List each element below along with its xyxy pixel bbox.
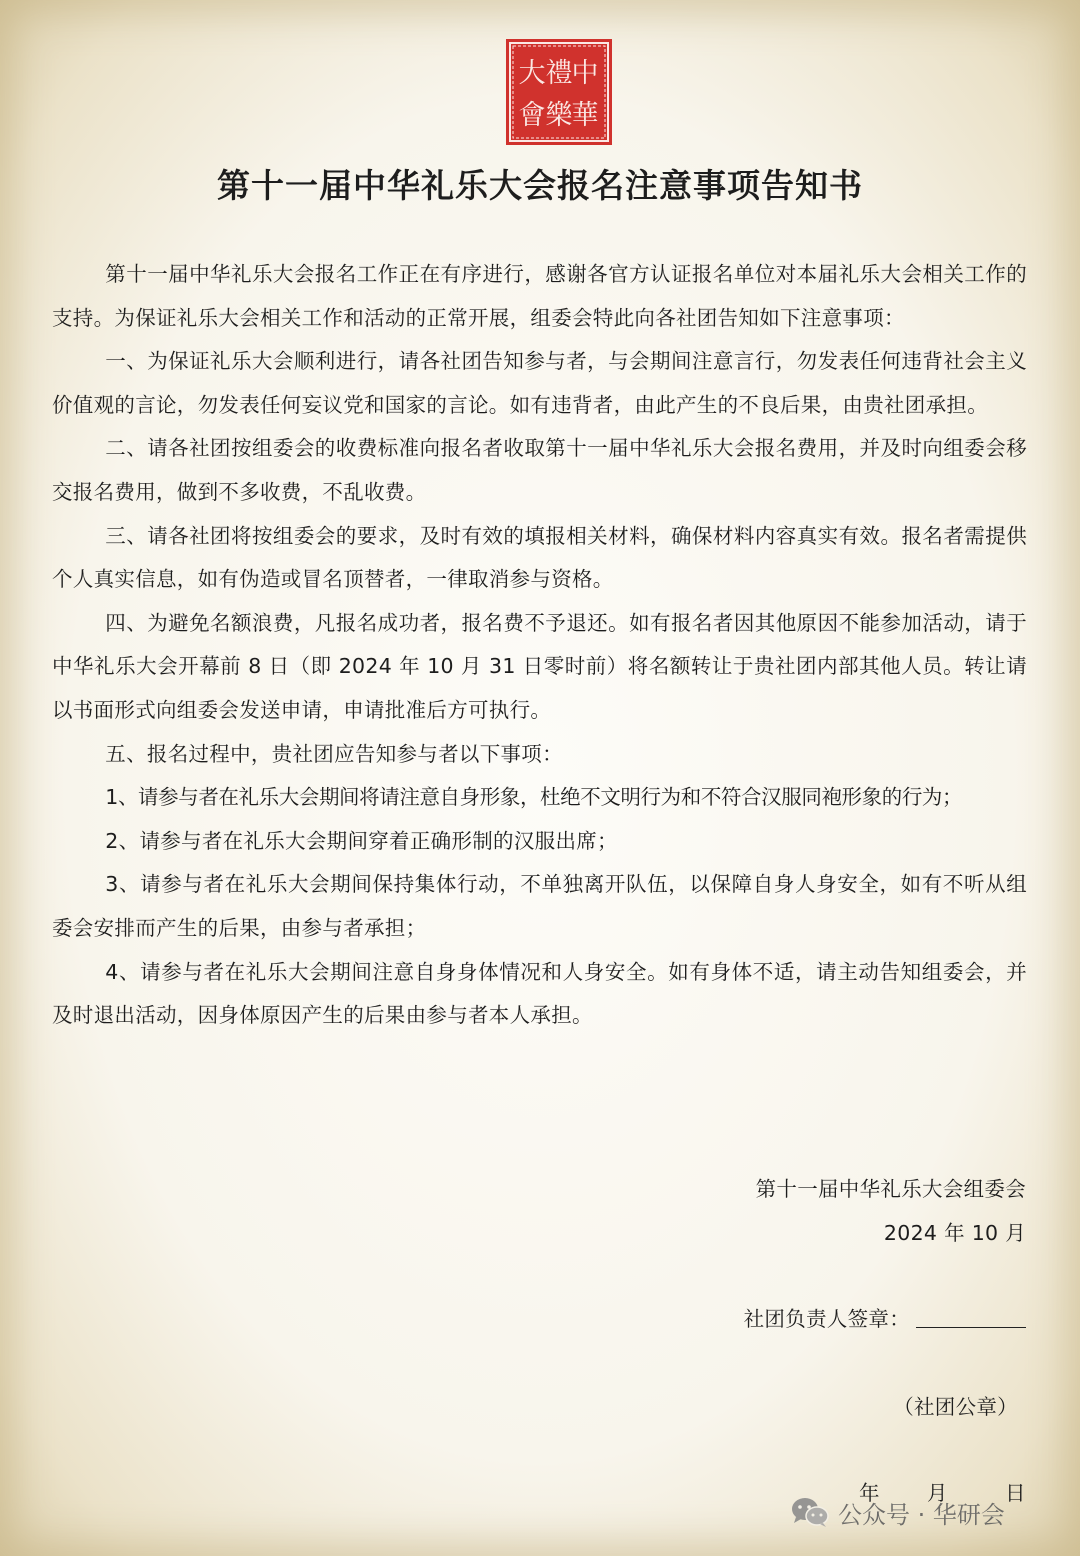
issue-date: 2024 年 10 月 xyxy=(883,1221,1026,1245)
seal-char-4: 樂 xyxy=(545,100,573,131)
paragraph-item-5: 五、报名过程中，贵社团应告知参与者以下事项： xyxy=(105,741,563,766)
year-label: 年 xyxy=(859,1481,880,1505)
paragraph-item-4: 四、为避免名额浪费，凡报名成功者，报名费不予退还。如有报名者因其他原因不能参加活动，请于中华礼乐大会开幕前 8 日（即 2024 年 10 月 31 日零时前）将名额转让于贵社团内部其他人员。转让请以书面形式向组委会发送申请，申请批准后方可执行。 xyxy=(52,610,1027,722)
watermark-text: 公众号 · 华研会 xyxy=(838,1500,1005,1529)
seal-char-2: 華 xyxy=(571,100,599,131)
organizer-name: 第十一届中华礼乐大会组委会 xyxy=(755,1177,1026,1201)
club-seal-label: （社团公章） xyxy=(893,1395,1018,1419)
month-label: 月 xyxy=(927,1481,948,1505)
organizer-seal xyxy=(505,38,613,146)
wechat-icon xyxy=(790,1495,830,1529)
leader-signature-row xyxy=(744,1302,1026,1332)
day-label: 日 xyxy=(1005,1481,1026,1505)
sub-item-2: 2、请参与者在礼乐大会期间穿着正确形制的汉服出席； xyxy=(105,828,618,853)
seal-char-3: 禮 xyxy=(545,58,573,89)
paragraph-item-3: 三、请各社团将按组委会的要求，及时有效的填报相关材料，确保材料内容真实有效。报名者需提供个人真实信息，如有伪造或冒名顶替者，一律取消参与资格。 xyxy=(52,523,1027,592)
signature-blank-line[interactable] xyxy=(916,1327,1026,1328)
document-body xyxy=(52,253,1027,1038)
sub-item-1: 1、请参与者在礼乐大会期间将请注意自身形象，杜绝不文明行为和不符合汉服同袍形象的行为； xyxy=(105,785,963,810)
paragraph-intro: 第十一届中华礼乐大会报名工作正在有序进行，感谢各官方认证报名单位对本届礼乐大会相关工作的支持。为保证礼乐大会相关工作和活动的正常开展，组委会特此向各社团告知如下注意事项： xyxy=(52,262,1027,330)
leader-sign-label: 社团负责人签章： xyxy=(743,1307,910,1331)
document-title: 第十一届中华礼乐大会报名注意事项告知书 xyxy=(217,166,863,205)
paragraph-item-1: 一、为保证礼乐大会顺利进行，请各社团告知参与者，与会期间注意言行，勿发表任何违背社会主义价值观的言论，勿发表任何妄议党和国家的言论。如有违背者，由此产生的不良后果，由贵社团承担。 xyxy=(52,349,1027,417)
sub-item-4: 4、请参与者在礼乐大会期间注意自身身体情况和人身安全。如有身体不适，请主动告知组委会，并及时退出活动，因身体原因产生的后果由参与者本人承担。 xyxy=(52,959,1027,1028)
sub-item-3: 3、请参与者在礼乐大会期间保持集体行动，不单独离开队伍，以保障自身人身安全，如有不听从组委会安排而产生的后果，由参与者承担； xyxy=(52,872,1027,940)
paragraph-item-2: 二、请各社团按组委会的收费标准向报名者收取第十一届中华礼乐大会报名费用，并及时向组委会移交报名费用，做到不多收费，不乱收费。 xyxy=(52,436,1027,504)
seal-char-5: 大 xyxy=(518,58,546,89)
seal-char-6: 會 xyxy=(518,100,546,131)
seal-char-1: 中 xyxy=(571,58,599,89)
watermark xyxy=(790,1494,1005,1530)
